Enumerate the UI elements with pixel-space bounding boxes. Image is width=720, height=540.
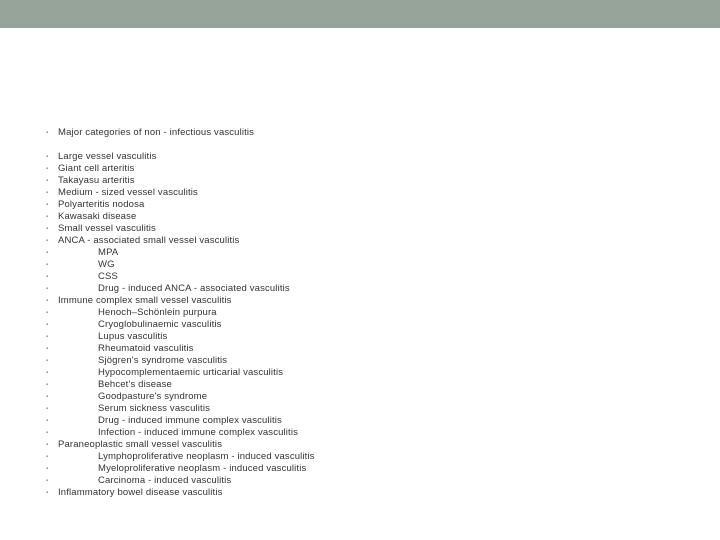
bullet-icon: ▪ bbox=[46, 190, 49, 196]
list-item-text: Infection - induced immune complex vasculitis bbox=[98, 427, 299, 438]
bullet-icon: ▪ bbox=[46, 310, 49, 316]
list-item-text: Immune complex small vessel vasculitis bbox=[58, 295, 232, 306]
bullet-icon: ▪ bbox=[46, 382, 49, 388]
list-item-text: Paraneoplastic small vessel vasculitis bbox=[58, 439, 223, 450]
list-item-text: Giant cell arteritis bbox=[58, 163, 135, 174]
list-item-text: Takayasu arteritis bbox=[58, 175, 135, 186]
bullet-icon: ▪ bbox=[46, 334, 49, 340]
list-item-text: Large vessel vasculitis bbox=[58, 151, 157, 162]
list-item-text: Small vessel vasculitis bbox=[58, 223, 156, 234]
list-item-text: Henoch–Schönlein purpura bbox=[98, 307, 217, 318]
bullet-icon: ▪ bbox=[46, 250, 49, 256]
list-item-text: WG bbox=[98, 259, 115, 270]
list-item-text: Hypocomplementaemic urticarial vasculitis bbox=[98, 367, 284, 378]
list-item-text: Inflammatory bowel disease vasculitis bbox=[58, 487, 223, 498]
bullet-icon: ▪ bbox=[46, 322, 49, 328]
list-item-text: Sjögren's syndrome vasculitis bbox=[98, 355, 228, 366]
list-item-text: Kawasaki disease bbox=[58, 211, 137, 222]
bullet-icon: ▪ bbox=[46, 298, 49, 304]
bullet-icon: ▪ bbox=[46, 442, 49, 448]
bullet-icon: ▪ bbox=[46, 202, 49, 208]
bullet-icon: ▪ bbox=[46, 418, 49, 424]
bullet-icon: ▪ bbox=[46, 454, 49, 460]
list-item-text: Lymphoproliferative neoplasm - induced vasculitis bbox=[98, 451, 315, 462]
list-item-text: Behcet's disease bbox=[98, 379, 172, 390]
list-item-text: Goodpasture's syndrome bbox=[98, 391, 208, 402]
list-item-text: Lupus vasculitis bbox=[98, 331, 168, 342]
bullet-icon: ▪ bbox=[46, 238, 49, 244]
bullet-icon: ▪ bbox=[46, 166, 49, 172]
bullet-icon: ▪ bbox=[46, 430, 49, 436]
list-item-text: MPA bbox=[98, 247, 119, 258]
list-item-text: Drug - induced immune complex vasculitis bbox=[98, 415, 282, 426]
list-item-text: Drug - induced ANCA - associated vasculitis bbox=[98, 283, 290, 294]
bullet-icon: ▪ bbox=[46, 490, 49, 496]
bullet-icon: ▪ bbox=[46, 478, 49, 484]
list-item-text: CSS bbox=[98, 271, 118, 282]
bullet-icon: ▪ bbox=[46, 358, 49, 364]
list-item-text: Myeloproliferative neoplasm - induced vasculitis bbox=[98, 463, 307, 474]
bullet-icon: ▪ bbox=[46, 262, 49, 268]
bullet-icon: ▪ bbox=[46, 346, 49, 352]
bullet-icon: ▪ bbox=[46, 274, 49, 280]
bullet-icon: ▪ bbox=[46, 130, 49, 136]
list-item-text: Major categories of non - infectious vasculitis bbox=[58, 127, 255, 138]
bullet-icon: ▪ bbox=[46, 214, 49, 220]
list-item-text: ANCA - associated small vessel vasculitis bbox=[58, 235, 240, 246]
list-item-text: Rheumatoid vasculitis bbox=[98, 343, 194, 354]
list-item-text: Carcinoma - induced vasculitis bbox=[98, 475, 232, 486]
bullet-icon: ▪ bbox=[46, 370, 49, 376]
bullet-icon: ▪ bbox=[46, 406, 49, 412]
bullet-icon: ▪ bbox=[46, 286, 49, 292]
bullet-icon: ▪ bbox=[46, 178, 49, 184]
list-item-text: Serum sickness vasculitis bbox=[98, 403, 210, 414]
bullet-icon: ▪ bbox=[46, 394, 49, 400]
bullet-icon: ▪ bbox=[46, 226, 49, 232]
bullet-icon: ▪ bbox=[46, 154, 49, 160]
list-item-text: Cryoglobulinaemic vasculitis bbox=[98, 319, 222, 330]
bullet-icon: ▪ bbox=[46, 466, 49, 472]
list-item-text: Polyarteritis nodosa bbox=[58, 199, 145, 210]
list-item-text: Medium - sized vessel vasculitis bbox=[58, 187, 198, 198]
